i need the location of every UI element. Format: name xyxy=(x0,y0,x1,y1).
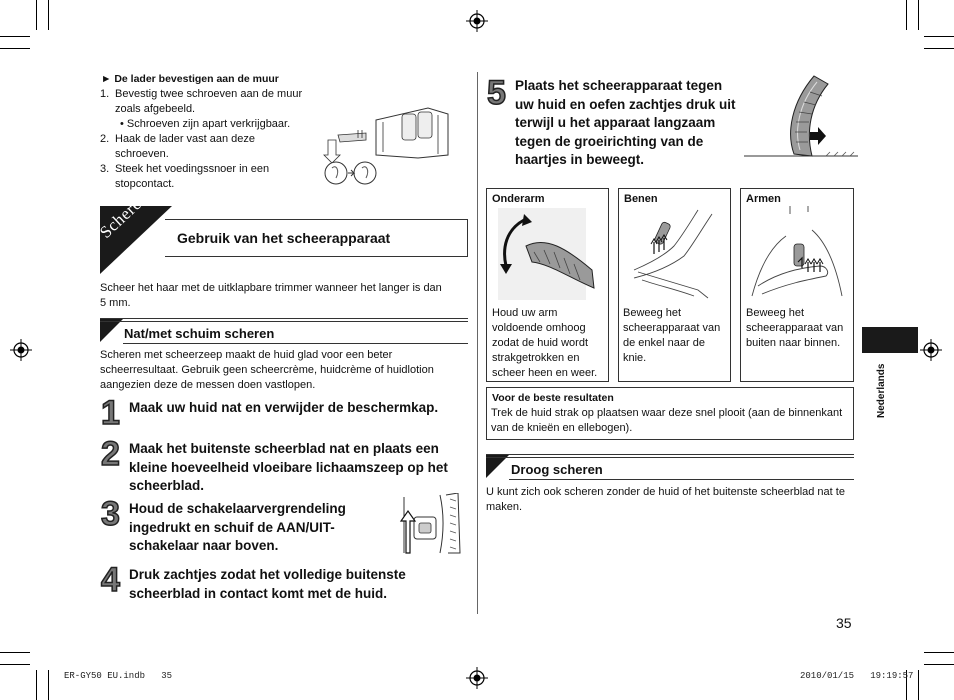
dry-shave-text: U kunt zich ook scheren zonder de huid of het buitenste scheerblad nat te maken. xyxy=(486,486,845,513)
crop-mark xyxy=(924,48,954,49)
step-number: 5 xyxy=(487,74,506,112)
language-tab-label: Nederlands xyxy=(876,363,887,418)
step-number: 2 xyxy=(101,435,120,473)
dry-shave-title: Droog scheren xyxy=(511,462,603,477)
step-text: Maak uw huid nat en verwijder de beschermkap. xyxy=(129,400,439,415)
section-tab-label: Scheren xyxy=(96,188,152,242)
mount-steps xyxy=(100,87,315,192)
crop-mark xyxy=(48,0,49,30)
list-item: • Schroeven zijn apart verkrijgbaar. xyxy=(120,118,291,130)
crop-mark xyxy=(924,652,954,653)
section-intro: Scheer het haar met de uitklapbare trimmer wanneer het langer is dan 5 mm. xyxy=(100,282,442,309)
page-number: 35 xyxy=(836,615,852,631)
list-item: 3. Steek het voedingssnoer in een xyxy=(100,163,270,175)
step-number: 4 xyxy=(101,561,120,599)
step-number: 1 xyxy=(101,394,120,432)
crop-mark xyxy=(924,36,954,37)
step-text: Druk zachtjes zodat het volledige buitenste scheerblad in contact komt met de huid. xyxy=(129,567,406,601)
best-results-title: Voor de beste resultaten xyxy=(492,392,614,404)
best-results-text: Trek de huid strak op plaatsen waar deze snel plooit (aan de binnenkant van de knieën en ellebogen). xyxy=(491,407,843,434)
shaver-on-skin-illustration xyxy=(744,72,858,162)
list-item: stopcontact. xyxy=(115,178,175,190)
wet-shave-title: Nat/met schuim scheren xyxy=(124,326,275,341)
step-text: Maak het buitenste scheerblad nat en plaats een kleine hoeveelheid vloeibare lichaamszeep op het scheerblad. xyxy=(129,441,448,493)
crop-mark xyxy=(0,48,30,49)
crop-mark xyxy=(48,670,49,700)
subsection-rule xyxy=(486,457,854,458)
charger-mount-illustration xyxy=(318,100,468,190)
box-text: Houd uw arm voldoende omhoog zodat de huid wordt strakgetrokken en scheer heen en weer. xyxy=(492,307,598,379)
list-item: 2. Haak de lader vast aan deze xyxy=(100,133,256,145)
crop-mark xyxy=(36,670,37,700)
crop-mark xyxy=(918,0,919,30)
box-title: Onderarm xyxy=(492,193,545,205)
forearm-shaving-illustration xyxy=(496,208,600,300)
registration-mark-icon xyxy=(10,339,32,361)
footer-file: ER-GY50 EU.indb 35 xyxy=(64,671,173,681)
footer-datetime: 2010/01/15 19:19:57 xyxy=(800,671,914,681)
crop-mark xyxy=(0,652,30,653)
box-text: Beweeg het scheerapparaat van de enkel naar de knie. xyxy=(623,307,721,364)
wet-shave-text: Scheren met scheerzeep maakt de huid glad voor een beter scheerresultaat. Gebruik geen scheercrème, huidcrème of huidlotion aangezien deze de messen doen vastlopen. xyxy=(100,349,434,391)
step-text: Houd de schakelaarvergrendeling ingedrukt en schuif de AAN/UIT- schakelaar naar boven. xyxy=(129,501,346,553)
registration-mark-icon xyxy=(466,10,488,32)
step-number: 3 xyxy=(101,495,120,533)
subsection-rule xyxy=(486,454,854,455)
box-title: Benen xyxy=(624,193,658,205)
crop-mark xyxy=(924,664,954,665)
section-title: Gebruik van het scheerapparaat xyxy=(177,230,391,246)
list-item: 1. Bevestig twee schroeven aan de muur xyxy=(100,88,303,100)
play-arrow-icon: ► xyxy=(101,73,112,85)
subsection-rule xyxy=(100,318,468,319)
subsection-rule xyxy=(123,343,468,344)
switch-illustration xyxy=(398,493,464,555)
crop-mark xyxy=(918,670,919,700)
list-item: zoals afgebeeld. xyxy=(115,103,196,115)
language-tab-block xyxy=(862,327,918,353)
box-text: Beweeg het scheerapparaat van buiten naar binnen. xyxy=(746,307,844,349)
legs-shaving-illustration xyxy=(628,206,724,302)
column-divider xyxy=(477,72,478,614)
registration-mark-icon xyxy=(920,339,942,361)
crop-mark xyxy=(906,0,907,30)
subsection-rule xyxy=(100,321,468,322)
box-title: Armen xyxy=(746,193,781,205)
crop-mark xyxy=(0,664,30,665)
list-item: schroeven. xyxy=(115,148,169,160)
step-text: Plaats het scheerapparaat tegen uw huid en oefen zachtjes druk uit terwijl u het apparaat langzaam tegen de groeirichting van de haartjes in beweegt. xyxy=(515,78,736,167)
crop-mark xyxy=(36,0,37,30)
registration-mark-icon xyxy=(466,667,488,689)
subsection-rule xyxy=(509,479,854,480)
crop-mark xyxy=(0,36,30,37)
arms-shaving-illustration xyxy=(746,206,848,302)
mount-heading: ► De lader bevestigen aan de muur xyxy=(101,73,279,85)
